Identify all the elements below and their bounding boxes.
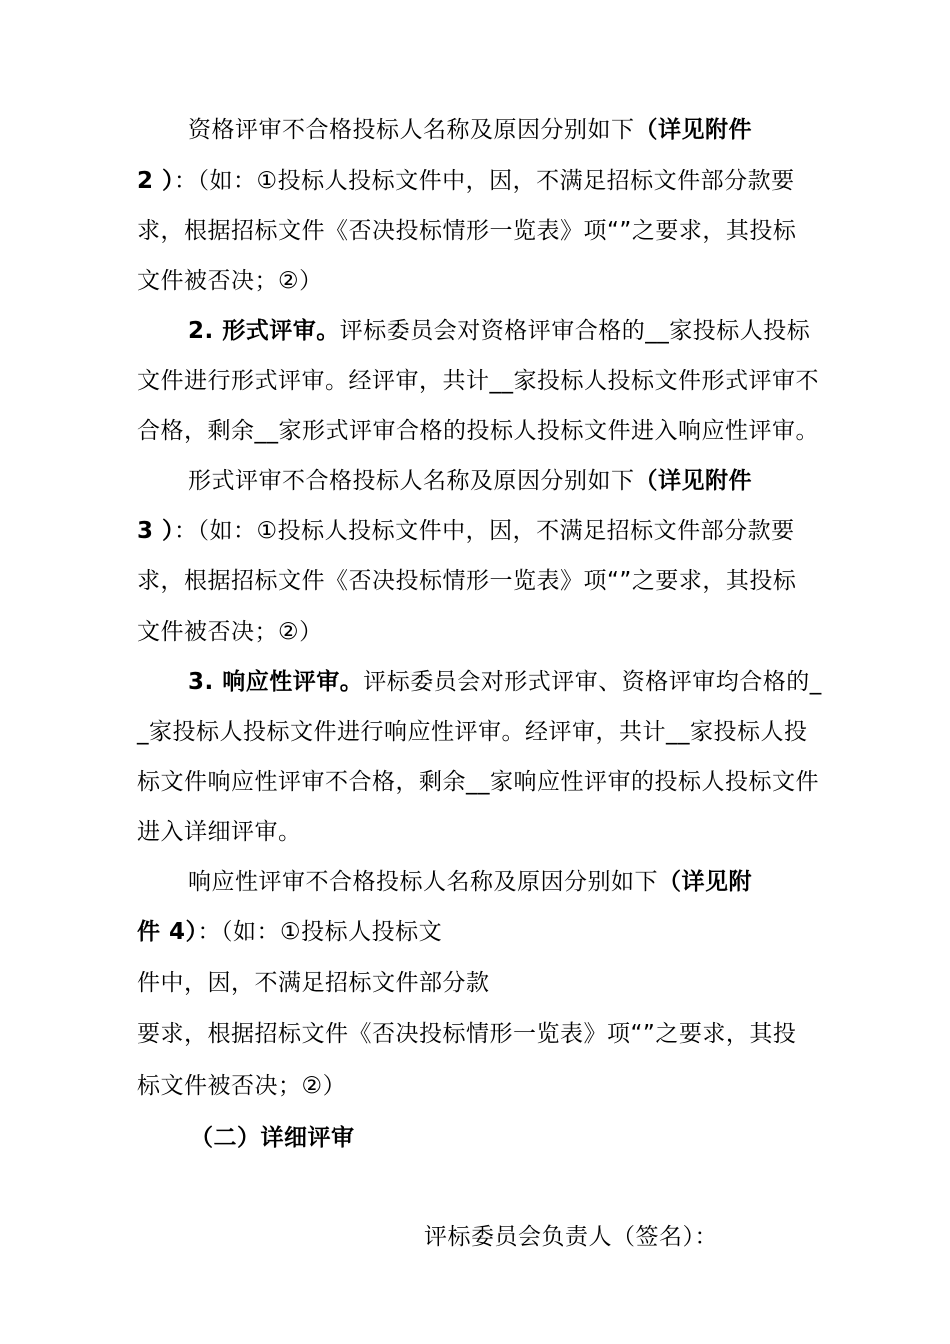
p5-line-2-text: ：（如：①投标人投标文 (197, 919, 443, 945)
p4-line-1 (188, 667, 822, 697)
p1-line-2 (137, 166, 795, 196)
p2-line-2: 文件进行形式评审。经评审，共计__家投标人投标文件形式评审不 (137, 368, 819, 394)
p3-line-1 (188, 466, 752, 496)
p3-line-2 (137, 516, 795, 546)
p5-line-4: 要求，根据招标文件《否决投标情形一览表》项“”之要求，其投 (137, 1021, 797, 1047)
p1-line-1-bold: （详见附件 (634, 117, 752, 143)
p2-line-1-text: 评标委员会对资格评审合格的__家投标人投标 (339, 318, 811, 344)
p5-line-1 (188, 867, 752, 897)
p5-line-1-text: 响应性评审不合格投标人名称及原因分别如下 (188, 869, 658, 895)
p4-line-1-text: 评标委员会对形式评审、资格评审均合格的_ (363, 669, 822, 695)
p3-line-3: 求，根据招标文件《否决投标情形一览表》项“”之要求，其投标 (137, 568, 797, 594)
section-heading: （二）详细评审 (190, 1125, 355, 1151)
p5-line-5: 标文件被否决；②） (137, 1073, 347, 1099)
p3-line-2-bold: 3 ） (137, 518, 175, 544)
p5-line-2-bold: 件 4） (137, 919, 198, 945)
p5-line-3: 件中，因，不满足招标文件部分款 (137, 970, 490, 996)
p4-line-3: 标文件响应性评审不合格，剩余__家响应性评审的投标人投标文件 (137, 769, 819, 795)
p2-line-1 (188, 316, 810, 346)
p1-line-1-text: 资格评审不合格投标人名称及原因分别如下 (188, 117, 635, 143)
p3-line-2-text: ：（如：①投标人投标文件中，因，不满足招标文件部分款要 (174, 518, 795, 544)
p1-line-1 (188, 115, 752, 145)
p5-line-1-bold: （详见附 (658, 869, 752, 895)
p3-line-1-bold: （详见附件 (634, 468, 752, 494)
p1-line-4: 文件被否决；②） (137, 268, 323, 294)
p1-line-3: 求，根据招标文件《否决投标情形一览表》项“”之要求，其投标 (137, 218, 797, 244)
p5-line-2 (137, 917, 442, 947)
p2-line-3: 合格，剩余__家形式评审合格的投标人投标文件进入响应性评审。 (137, 418, 819, 444)
p4-line-2: _家投标人投标文件进行响应性评审。经评审，共计__家投标人投 (137, 719, 808, 745)
p3-line-1-text: 形式评审不合格投标人名称及原因分别如下 (188, 468, 635, 494)
p3-line-4: 文件被否决；②） (137, 619, 323, 645)
p1-line-2-text: ：（如：①投标人投标文件中，因，不满足招标文件部分款要 (174, 168, 795, 194)
signature-line: 评标委员会负责人（签名）： (424, 1224, 718, 1250)
p4-heading: 3. 响应性评审。 (188, 669, 364, 695)
p1-line-2-bold: 2 ） (137, 168, 175, 194)
p2-heading: 2. 形式评审。 (188, 318, 340, 344)
p4-line-4: 进入详细评审。 (137, 819, 302, 845)
